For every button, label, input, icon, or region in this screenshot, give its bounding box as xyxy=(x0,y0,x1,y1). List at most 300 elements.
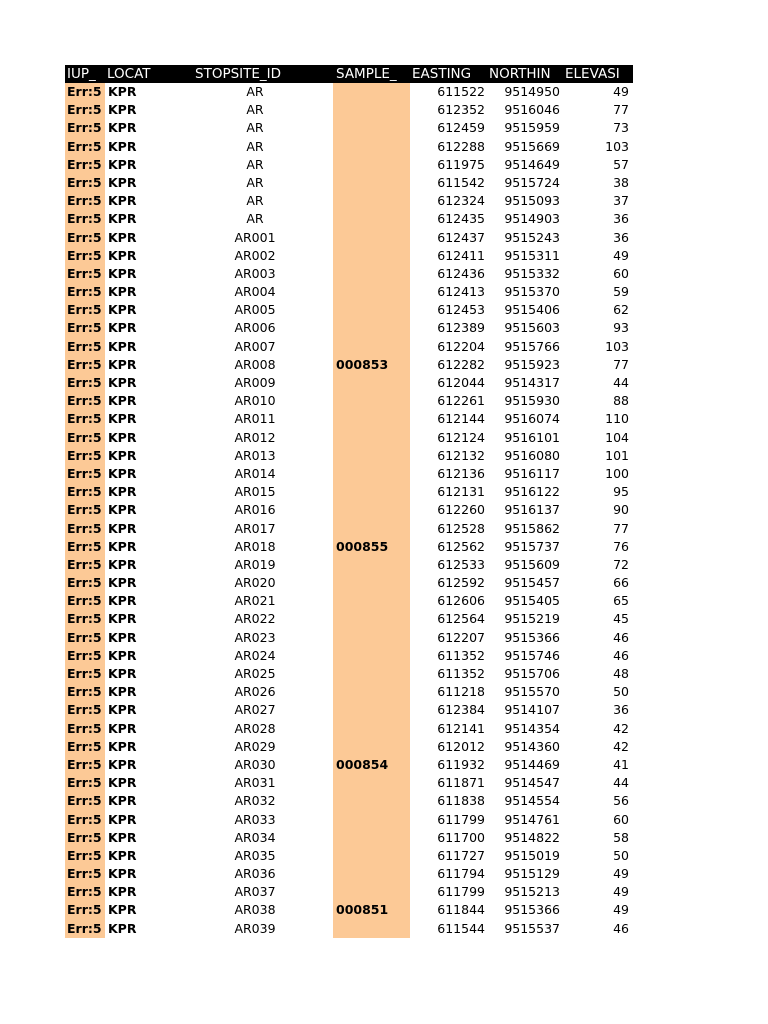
cell-iup[interactable]: Err:5 xyxy=(65,447,105,465)
cell-easting[interactable]: 611727 xyxy=(437,847,485,863)
cell-iup[interactable]: Err:5 xyxy=(65,247,105,265)
cell-location[interactable]: KPR xyxy=(108,902,137,918)
cell-location[interactable]: KPR xyxy=(108,138,137,154)
cell-iup[interactable]: Err:5 xyxy=(65,756,105,774)
cell-elevation[interactable]: 46 xyxy=(613,647,629,663)
cell-location[interactable]: KPR xyxy=(108,265,137,281)
cell-northing[interactable]: 9515862 xyxy=(504,520,560,536)
cell-location[interactable]: KPR xyxy=(108,684,137,700)
cell-stopsite-id[interactable]: AR004 xyxy=(234,284,276,300)
cell-location[interactable]: KPR xyxy=(108,465,137,481)
cell-easting[interactable]: 612260 xyxy=(437,502,485,518)
cell-easting[interactable]: 611799 xyxy=(437,884,485,900)
cell-northing[interactable]: 9516046 xyxy=(504,102,560,118)
cell-northing[interactable]: 9515405 xyxy=(504,593,560,609)
cell-easting[interactable]: 612288 xyxy=(437,138,485,154)
cell-location[interactable]: KPR xyxy=(108,320,137,336)
cell-stopsite-id[interactable]: AR026 xyxy=(234,684,276,700)
cell-stopsite-id[interactable]: AR xyxy=(246,84,264,99)
cell-location[interactable]: KPR xyxy=(108,102,137,118)
cell-northing[interactable]: 9515311 xyxy=(504,247,560,263)
cell-northing[interactable]: 9514317 xyxy=(504,375,560,390)
cell-elevation[interactable]: 50 xyxy=(613,684,629,700)
cell-location[interactable]: KPR xyxy=(108,247,137,263)
cell-elevation[interactable]: 45 xyxy=(613,611,629,627)
cell-easting[interactable]: 612411 xyxy=(437,247,485,263)
cell-stopsite-id[interactable]: AR034 xyxy=(234,829,276,845)
cell-iup[interactable]: Err:5 xyxy=(65,156,105,174)
cell-easting[interactable]: 611218 xyxy=(437,684,485,700)
cell-stopsite-id[interactable]: AR027 xyxy=(234,702,276,718)
cell-iup[interactable]: Err:5 xyxy=(65,410,105,428)
cell-easting[interactable]: 611352 xyxy=(437,666,485,681)
cell-iup[interactable]: Err:5 xyxy=(65,101,105,119)
cell-northing[interactable]: 9515093 xyxy=(504,193,560,209)
cell-iup[interactable]: Err:5 xyxy=(65,811,105,829)
cell-stopsite-id[interactable]: AR024 xyxy=(234,647,276,663)
cell-northing[interactable]: 9515366 xyxy=(504,629,560,645)
cell-stopsite-id[interactable]: AR015 xyxy=(234,484,276,500)
cell-easting[interactable]: 611352 xyxy=(437,647,485,663)
cell-stopsite-id[interactable]: AR025 xyxy=(234,666,276,681)
cell-elevation[interactable]: 66 xyxy=(613,575,629,591)
cell-sample[interactable] xyxy=(333,501,410,519)
cell-location[interactable]: KPR xyxy=(108,556,137,572)
cell-elevation[interactable]: 42 xyxy=(613,738,629,754)
cell-easting[interactable]: 612352 xyxy=(437,102,485,118)
cell-iup[interactable]: Err:5 xyxy=(65,738,105,756)
cell-sample[interactable] xyxy=(333,865,410,883)
cell-easting[interactable]: 612389 xyxy=(437,320,485,336)
cell-easting[interactable]: 611700 xyxy=(437,829,485,845)
cell-iup[interactable]: Err:5 xyxy=(65,847,105,865)
cell-sample[interactable] xyxy=(333,192,410,210)
cell-stopsite-id[interactable]: AR xyxy=(246,120,264,136)
cell-iup[interactable]: Err:5 xyxy=(65,483,105,501)
cell-easting[interactable]: 612562 xyxy=(437,538,485,554)
cell-easting[interactable]: 612207 xyxy=(437,629,485,645)
cell-location[interactable]: KPR xyxy=(108,411,137,427)
cell-location[interactable]: KPR xyxy=(108,484,137,500)
cell-location[interactable]: KPR xyxy=(108,793,137,809)
cell-sample[interactable]: 000851 xyxy=(333,901,410,919)
cell-location[interactable]: KPR xyxy=(108,593,137,609)
header-iup[interactable]: IUP_ xyxy=(67,66,96,82)
header-stopsite-id[interactable]: STOPSITE_ID xyxy=(195,66,282,82)
cell-northing[interactable]: 9516080 xyxy=(504,447,560,463)
cell-stopsite-id[interactable]: AR022 xyxy=(234,611,276,627)
cell-sample[interactable] xyxy=(333,665,410,683)
cell-northing[interactable]: 9515923 xyxy=(504,356,560,372)
cell-easting[interactable]: 612261 xyxy=(437,393,485,409)
cell-location[interactable]: KPR xyxy=(108,502,137,518)
cell-easting[interactable]: 612564 xyxy=(437,611,485,627)
cell-northing[interactable]: 9514761 xyxy=(504,811,560,827)
cell-easting[interactable]: 612144 xyxy=(437,411,485,427)
cell-stopsite-id[interactable]: AR xyxy=(246,138,264,154)
cell-location[interactable]: KPR xyxy=(108,647,137,663)
cell-elevation[interactable]: 38 xyxy=(613,174,629,190)
cell-location[interactable]: KPR xyxy=(108,393,137,409)
cell-sample[interactable] xyxy=(333,119,410,137)
cell-northing[interactable]: 9515959 xyxy=(504,120,560,136)
cell-elevation[interactable]: 46 xyxy=(613,629,629,645)
cell-iup[interactable]: Err:5 xyxy=(65,138,105,156)
cell-location[interactable]: KPR xyxy=(108,575,137,591)
cell-sample[interactable] xyxy=(333,574,410,592)
cell-elevation[interactable]: 44 xyxy=(613,775,629,791)
cell-location[interactable]: KPR xyxy=(108,429,137,445)
cell-elevation[interactable]: 104 xyxy=(605,429,629,445)
cell-stopsite-id[interactable]: AR xyxy=(246,193,264,209)
cell-sample[interactable] xyxy=(333,156,410,174)
cell-elevation[interactable]: 49 xyxy=(613,247,629,263)
cell-iup[interactable]: Err:5 xyxy=(65,792,105,810)
cell-elevation[interactable]: 50 xyxy=(613,847,629,863)
cell-northing[interactable]: 9515737 xyxy=(504,538,560,554)
cell-location[interactable]: KPR xyxy=(108,811,137,827)
cell-easting[interactable]: 611542 xyxy=(437,174,485,190)
cell-elevation[interactable]: 49 xyxy=(613,866,629,882)
cell-stopsite-id[interactable]: AR023 xyxy=(234,629,276,645)
cell-location[interactable]: KPR xyxy=(108,920,137,936)
cell-northing[interactable]: 9514950 xyxy=(504,84,560,99)
cell-easting[interactable]: 612012 xyxy=(437,738,485,754)
cell-northing[interactable]: 9515370 xyxy=(504,284,560,300)
cell-stopsite-id[interactable]: AR029 xyxy=(234,738,276,754)
cell-iup[interactable]: Err:5 xyxy=(65,720,105,738)
cell-northing[interactable]: 9514469 xyxy=(504,756,560,772)
cell-iup[interactable]: Err:5 xyxy=(65,338,105,356)
cell-elevation[interactable]: 77 xyxy=(613,356,629,372)
cell-stopsite-id[interactable]: AR018 xyxy=(234,538,276,554)
cell-iup[interactable]: Err:5 xyxy=(65,883,105,901)
cell-elevation[interactable]: 93 xyxy=(613,320,629,336)
cell-sample[interactable] xyxy=(333,847,410,865)
cell-northing[interactable]: 9514360 xyxy=(504,738,560,754)
cell-sample[interactable] xyxy=(333,374,410,392)
cell-stopsite-id[interactable]: AR017 xyxy=(234,520,276,536)
cell-northing[interactable]: 9515609 xyxy=(504,556,560,572)
cell-sample[interactable] xyxy=(333,520,410,538)
cell-iup[interactable]: Err:5 xyxy=(65,319,105,337)
cell-location[interactable]: KPR xyxy=(108,302,137,318)
cell-northing[interactable]: 9514822 xyxy=(504,829,560,845)
cell-location[interactable]: KPR xyxy=(108,738,137,754)
cell-northing[interactable]: 9515457 xyxy=(504,575,560,591)
cell-iup[interactable]: Err:5 xyxy=(65,683,105,701)
cell-elevation[interactable]: 48 xyxy=(613,666,629,681)
cell-iup[interactable]: Err:5 xyxy=(65,520,105,538)
cell-elevation[interactable]: 103 xyxy=(605,138,629,154)
cell-easting[interactable]: 612413 xyxy=(437,284,485,300)
cell-iup[interactable]: Err:5 xyxy=(65,665,105,683)
cell-stopsite-id[interactable]: AR016 xyxy=(234,502,276,518)
cell-northing[interactable]: 9515213 xyxy=(504,884,560,900)
cell-elevation[interactable]: 37 xyxy=(613,193,629,209)
cell-sample[interactable] xyxy=(333,483,410,501)
cell-sample[interactable] xyxy=(333,174,410,192)
cell-elevation[interactable]: 42 xyxy=(613,720,629,736)
cell-easting[interactable]: 612384 xyxy=(437,702,485,718)
cell-location[interactable]: KPR xyxy=(108,884,137,900)
cell-elevation[interactable]: 58 xyxy=(613,829,629,845)
cell-sample[interactable] xyxy=(333,283,410,301)
cell-stopsite-id[interactable]: AR032 xyxy=(234,793,276,809)
cell-elevation[interactable]: 76 xyxy=(613,538,629,554)
header-northing[interactable]: NORTHIN xyxy=(489,66,551,82)
cell-elevation[interactable]: 41 xyxy=(613,756,629,772)
cell-stopsite-id[interactable]: AR005 xyxy=(234,302,276,318)
cell-northing[interactable]: 9514903 xyxy=(504,211,560,227)
cell-iup[interactable]: Err:5 xyxy=(65,592,105,610)
cell-sample[interactable] xyxy=(333,210,410,228)
cell-iup[interactable]: Err:5 xyxy=(65,629,105,647)
cell-elevation[interactable]: 60 xyxy=(613,265,629,281)
cell-sample[interactable] xyxy=(333,610,410,628)
cell-northing[interactable]: 9515766 xyxy=(504,338,560,354)
cell-northing[interactable]: 9515332 xyxy=(504,265,560,281)
cell-sample[interactable] xyxy=(333,465,410,483)
cell-northing[interactable]: 9515366 xyxy=(504,902,560,918)
cell-stopsite-id[interactable]: AR007 xyxy=(234,338,276,354)
cell-stopsite-id[interactable]: AR021 xyxy=(234,593,276,609)
cell-elevation[interactable]: 77 xyxy=(613,102,629,118)
cell-easting[interactable]: 612044 xyxy=(437,375,485,390)
header-location[interactable]: LOCAT xyxy=(107,66,151,82)
cell-northing[interactable]: 9516074 xyxy=(504,411,560,427)
cell-location[interactable]: KPR xyxy=(108,520,137,536)
cell-stopsite-id[interactable]: AR xyxy=(246,211,264,227)
cell-elevation[interactable]: 72 xyxy=(613,556,629,572)
cell-sample[interactable]: 000855 xyxy=(333,538,410,556)
cell-easting[interactable]: 612204 xyxy=(437,338,485,354)
cell-northing[interactable]: 9516117 xyxy=(504,465,560,481)
cell-location[interactable]: KPR xyxy=(108,120,137,136)
cell-location[interactable]: KPR xyxy=(108,666,137,681)
cell-stopsite-id[interactable]: AR011 xyxy=(234,411,276,427)
cell-elevation[interactable]: 46 xyxy=(613,920,629,936)
cell-stopsite-id[interactable]: AR010 xyxy=(234,393,276,409)
cell-stopsite-id[interactable]: AR002 xyxy=(234,247,276,263)
cell-northing[interactable]: 9515570 xyxy=(504,684,560,700)
cell-easting[interactable]: 612132 xyxy=(437,447,485,463)
cell-sample[interactable] xyxy=(333,429,410,447)
cell-location[interactable]: KPR xyxy=(108,629,137,645)
cell-iup[interactable]: Err:5 xyxy=(65,265,105,283)
cell-location[interactable]: KPR xyxy=(108,847,137,863)
cell-sample[interactable] xyxy=(333,792,410,810)
cell-stopsite-id[interactable]: AR031 xyxy=(234,775,276,791)
cell-northing[interactable]: 9515746 xyxy=(504,647,560,663)
cell-elevation[interactable]: 95 xyxy=(613,484,629,500)
cell-elevation[interactable]: 101 xyxy=(605,447,629,463)
cell-iup[interactable]: Err:5 xyxy=(65,829,105,847)
cell-sample[interactable] xyxy=(333,83,410,101)
cell-location[interactable]: KPR xyxy=(108,284,137,300)
cell-elevation[interactable]: 36 xyxy=(613,211,629,227)
cell-iup[interactable]: Err:5 xyxy=(65,283,105,301)
cell-sample[interactable] xyxy=(333,629,410,647)
header-easting[interactable]: EASTING xyxy=(412,66,472,82)
cell-elevation[interactable]: 57 xyxy=(613,156,629,172)
cell-stopsite-id[interactable]: AR014 xyxy=(234,465,276,481)
cell-stopsite-id[interactable]: AR013 xyxy=(234,447,276,463)
cell-iup[interactable]: Err:5 xyxy=(65,229,105,247)
cell-iup[interactable]: Err:5 xyxy=(65,774,105,792)
cell-elevation[interactable]: 88 xyxy=(613,393,629,409)
cell-sample[interactable] xyxy=(333,811,410,829)
cell-iup[interactable]: Err:5 xyxy=(65,610,105,628)
cell-easting[interactable]: 612435 xyxy=(437,211,485,227)
cell-iup[interactable]: Err:5 xyxy=(65,647,105,665)
cell-easting[interactable]: 612437 xyxy=(437,229,485,245)
cell-iup[interactable]: Err:5 xyxy=(65,192,105,210)
cell-sample[interactable]: 000853 xyxy=(333,356,410,374)
cell-sample[interactable] xyxy=(333,720,410,738)
cell-northing[interactable]: 9515603 xyxy=(504,320,560,336)
cell-easting[interactable]: 612131 xyxy=(437,484,485,500)
cell-sample[interactable] xyxy=(333,883,410,901)
cell-location[interactable]: KPR xyxy=(108,775,137,791)
cell-sample[interactable]: 000854 xyxy=(333,756,410,774)
cell-northing[interactable]: 9515219 xyxy=(504,611,560,627)
cell-iup[interactable]: Err:5 xyxy=(65,174,105,192)
cell-northing[interactable]: 9514649 xyxy=(504,156,560,172)
cell-easting[interactable]: 611794 xyxy=(437,866,485,882)
cell-easting[interactable]: 612124 xyxy=(437,429,485,445)
cell-easting[interactable]: 611522 xyxy=(437,84,485,99)
cell-stopsite-id[interactable]: AR030 xyxy=(234,756,276,772)
cell-stopsite-id[interactable]: AR001 xyxy=(234,229,276,245)
cell-iup[interactable]: Err:5 xyxy=(65,920,105,938)
cell-northing[interactable]: 9514354 xyxy=(504,720,560,736)
cell-northing[interactable]: 9515706 xyxy=(504,666,560,681)
cell-sample[interactable] xyxy=(333,265,410,283)
cell-location[interactable]: KPR xyxy=(108,84,137,99)
cell-northing[interactable]: 9514547 xyxy=(504,775,560,791)
cell-easting[interactable]: 612141 xyxy=(437,720,485,736)
cell-iup[interactable]: Err:5 xyxy=(65,538,105,556)
cell-stopsite-id[interactable]: AR xyxy=(246,156,264,172)
cell-location[interactable]: KPR xyxy=(108,611,137,627)
header-sample[interactable]: SAMPLE_ xyxy=(336,66,397,82)
cell-easting[interactable]: 612528 xyxy=(437,520,485,536)
cell-iup[interactable]: Err:5 xyxy=(65,701,105,719)
cell-sample[interactable] xyxy=(333,247,410,265)
cell-easting[interactable]: 612136 xyxy=(437,465,485,481)
cell-iup[interactable]: Err:5 xyxy=(65,901,105,919)
cell-sample[interactable] xyxy=(333,774,410,792)
cell-elevation[interactable]: 77 xyxy=(613,520,629,536)
cell-elevation[interactable]: 103 xyxy=(605,338,629,354)
cell-sample[interactable] xyxy=(333,229,410,247)
cell-stopsite-id[interactable]: AR003 xyxy=(234,265,276,281)
cell-sample[interactable] xyxy=(333,138,410,156)
cell-elevation[interactable]: 73 xyxy=(613,120,629,136)
cell-stopsite-id[interactable]: AR036 xyxy=(234,866,276,882)
cell-elevation[interactable]: 110 xyxy=(605,411,629,427)
cell-iup[interactable]: Err:5 xyxy=(65,83,105,101)
cell-elevation[interactable]: 36 xyxy=(613,702,629,718)
cell-northing[interactable]: 9514554 xyxy=(504,793,560,809)
cell-elevation[interactable]: 49 xyxy=(613,902,629,918)
cell-iup[interactable]: Err:5 xyxy=(65,301,105,319)
cell-sample[interactable] xyxy=(333,920,410,938)
cell-elevation[interactable]: 44 xyxy=(613,375,629,390)
cell-location[interactable]: KPR xyxy=(108,193,137,209)
cell-easting[interactable]: 612453 xyxy=(437,302,485,318)
cell-elevation[interactable]: 49 xyxy=(613,884,629,900)
cell-iup[interactable]: Err:5 xyxy=(65,210,105,228)
cell-northing[interactable]: 9516122 xyxy=(504,484,560,500)
cell-elevation[interactable]: 100 xyxy=(605,465,629,481)
cell-stopsite-id[interactable]: AR xyxy=(246,102,264,118)
cell-easting[interactable]: 612282 xyxy=(437,356,485,372)
cell-northing[interactable]: 9516137 xyxy=(504,502,560,518)
cell-stopsite-id[interactable]: AR008 xyxy=(234,356,276,372)
cell-sample[interactable] xyxy=(333,101,410,119)
cell-sample[interactable] xyxy=(333,301,410,319)
cell-stopsite-id[interactable]: AR033 xyxy=(234,811,276,827)
cell-location[interactable]: KPR xyxy=(108,720,137,736)
cell-easting[interactable]: 611544 xyxy=(437,920,485,936)
cell-elevation[interactable]: 90 xyxy=(613,502,629,518)
cell-stopsite-id[interactable]: AR038 xyxy=(234,902,276,918)
cell-location[interactable]: KPR xyxy=(108,356,137,372)
header-elevation[interactable]: ELEVASI xyxy=(565,66,620,82)
cell-stopsite-id[interactable]: AR037 xyxy=(234,884,276,900)
cell-location[interactable]: KPR xyxy=(108,538,137,554)
cell-northing[interactable]: 9514107 xyxy=(504,702,560,718)
cell-sample[interactable] xyxy=(333,738,410,756)
cell-sample[interactable] xyxy=(333,683,410,701)
cell-easting[interactable]: 611871 xyxy=(437,775,485,791)
cell-iup[interactable]: Err:5 xyxy=(65,429,105,447)
cell-iup[interactable]: Err:5 xyxy=(65,501,105,519)
cell-iup[interactable]: Err:5 xyxy=(65,865,105,883)
cell-stopsite-id[interactable]: AR006 xyxy=(234,320,276,336)
cell-northing[interactable]: 9515243 xyxy=(504,229,560,245)
cell-easting[interactable]: 612533 xyxy=(437,556,485,572)
cell-iup[interactable]: Err:5 xyxy=(65,392,105,410)
cell-stopsite-id[interactable]: AR028 xyxy=(234,720,276,736)
cell-northing[interactable]: 9515669 xyxy=(504,138,560,154)
cell-stopsite-id[interactable]: AR009 xyxy=(234,375,276,390)
cell-iup[interactable]: Err:5 xyxy=(65,374,105,392)
cell-location[interactable]: KPR xyxy=(108,866,137,882)
cell-northing[interactable]: 9515129 xyxy=(504,866,560,882)
cell-easting[interactable]: 612324 xyxy=(437,193,485,209)
cell-elevation[interactable]: 65 xyxy=(613,593,629,609)
cell-elevation[interactable]: 62 xyxy=(613,302,629,318)
cell-stopsite-id[interactable]: AR035 xyxy=(234,847,276,863)
cell-easting[interactable]: 611932 xyxy=(437,756,485,772)
cell-elevation[interactable]: 49 xyxy=(613,84,629,99)
cell-location[interactable]: KPR xyxy=(108,375,137,390)
cell-stopsite-id[interactable]: AR039 xyxy=(234,920,276,936)
cell-iup[interactable]: Err:5 xyxy=(65,119,105,137)
cell-iup[interactable]: Err:5 xyxy=(65,465,105,483)
cell-sample[interactable] xyxy=(333,319,410,337)
cell-stopsite-id[interactable]: AR019 xyxy=(234,556,276,572)
cell-sample[interactable] xyxy=(333,338,410,356)
cell-sample[interactable] xyxy=(333,556,410,574)
cell-northing[interactable]: 9515537 xyxy=(504,920,560,936)
cell-location[interactable]: KPR xyxy=(108,211,137,227)
cell-easting[interactable]: 612459 xyxy=(437,120,485,136)
cell-location[interactable]: KPR xyxy=(108,229,137,245)
